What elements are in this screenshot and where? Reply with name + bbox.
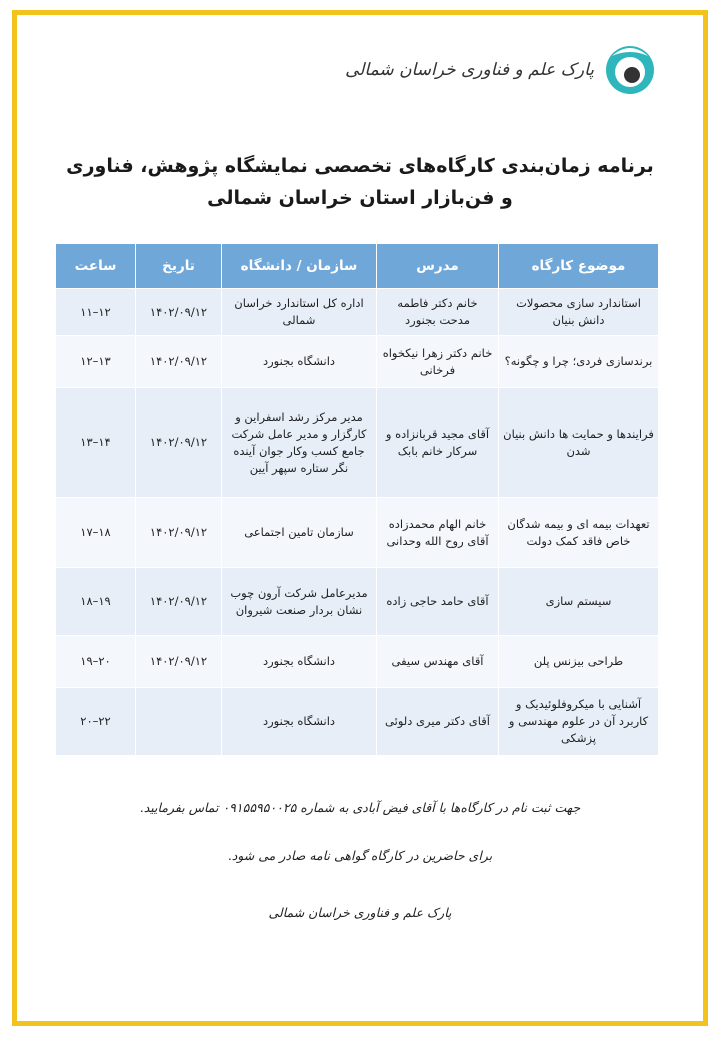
col-header-topic: موضوع کارگاه (499, 244, 659, 289)
cell-topic: سیستم سازی (499, 568, 659, 636)
col-header-instructor: مدرس (377, 244, 499, 289)
cell-time: ۱۹–۱۸ (56, 568, 136, 636)
table-row (56, 289, 659, 336)
col-header-date: تاریخ (136, 244, 222, 289)
certificate-note: برای حاضرین در کارگاه گواهی نامه صادر می شود. (227, 848, 493, 863)
cell-time: ۱۴–۱۳ (56, 388, 136, 498)
cell-org: دانشگاه بجنورد (222, 336, 377, 388)
cell-topic: استاندارد سازی محصولات دانش بنیان (499, 289, 659, 336)
cell-time: ۱۲–۱۱ (56, 289, 136, 336)
title-line-2: و فن‌بازار استان خراسان شمالی (207, 187, 513, 209)
cell-date: ۱۴۰۲/۰۹/۱۲ (136, 388, 222, 498)
cell-time: ۲۰–۱۹ (56, 636, 136, 688)
cell-time: ۱۳–۱۲ (56, 336, 136, 388)
cell-instructor: آقای مهندس سیفی (377, 636, 499, 688)
logo-text: پارک علم و فناوری خراسان شمالی (345, 60, 594, 80)
table-header-row (56, 244, 659, 289)
cell-org: دانشگاه بجنورد (222, 688, 377, 756)
workshop-schedule-table (55, 243, 659, 756)
cell-topic: برندسازی فردی؛ چرا و چگونه؟ (499, 336, 659, 388)
table-row (56, 688, 659, 756)
cell-instructor: آقای حامد حاجی زاده (377, 568, 499, 636)
table-row (56, 498, 659, 568)
cell-date: ۱۴۰۲/۰۹/۱۲ (136, 568, 222, 636)
table-row (56, 336, 659, 388)
cell-time: ۲۲–۲۰ (56, 688, 136, 756)
page-title (60, 150, 660, 214)
cell-topic: تعهدات بیمه ای و بیمه شدگان خاص فاقد کمک دولت (499, 498, 659, 568)
cell-org: مدیر مرکز رشد اسفراین و کارگزار و مدیر عامل شرکت جامع کسب وکار جوان آینده نگر ستاره سپهر آیین (222, 388, 377, 498)
cell-date: ۱۴۰۲/۰۹/۱۲ (136, 289, 222, 336)
cell-instructor: خانم الهام محمدزاده آقای روح الله وحدانی (377, 498, 499, 568)
cell-date: ۱۴۰۲/۰۹/۱۲ (136, 498, 222, 568)
table-row (56, 636, 659, 688)
cell-instructor: خانم دکتر فاطمه مدحت بجنورد (377, 289, 499, 336)
cell-org: دانشگاه بجنورد (222, 636, 377, 688)
cell-instructor: آقای مجید قربانزاده و سرکار خانم بابک (377, 388, 499, 498)
cell-date: ۱۴۰۲/۰۹/۱۲ (136, 636, 222, 688)
footer-signature: پارک علم و فناوری خراسان شمالی (268, 905, 452, 920)
col-header-org: سازمان / دانشگاه (222, 244, 377, 289)
cell-time: ۱۸–۱۷ (56, 498, 136, 568)
cell-topic: فرایندها و حمایت ها دانش بنیان شدن (499, 388, 659, 498)
cell-topic: طراحی بیزنس پلن (499, 636, 659, 688)
cell-org: اداره کل استاندارد خراسان شمالی (222, 289, 377, 336)
cell-instructor: آقای دکتر میری دلوئی (377, 688, 499, 756)
table-row (56, 568, 659, 636)
cell-topic: آشنایی با میکروفلوئیدیک و کاربرد آن در علوم مهندسی و پزشکی (499, 688, 659, 756)
cell-instructor: خانم دکتر زهرا نیکخواه فرخانی (377, 336, 499, 388)
park-logo-icon (602, 42, 658, 98)
cell-date (136, 688, 222, 756)
cell-org: سازمان تامین اجتماعی (222, 498, 377, 568)
col-header-time: ساعت (56, 244, 136, 289)
table-row (56, 388, 659, 498)
title-line-1: برنامه زمان‌بندی کارگاه‌های تخصصی نمایشگاه پژوهش، فناوری (66, 155, 654, 177)
park-logo (345, 42, 658, 98)
cell-date: ۱۴۰۲/۰۹/۱۲ (136, 336, 222, 388)
registration-note: جهت ثبت نام در کارگاه‌ها با آقای فیض آبادی به شماره ۰۹۱۵۵۹۵۰۰۲۵ تماس بفرمایید. (139, 800, 581, 815)
cell-org: مدیرعامل شرکت آرون چوب نشان بردار صنعت شیروان (222, 568, 377, 636)
